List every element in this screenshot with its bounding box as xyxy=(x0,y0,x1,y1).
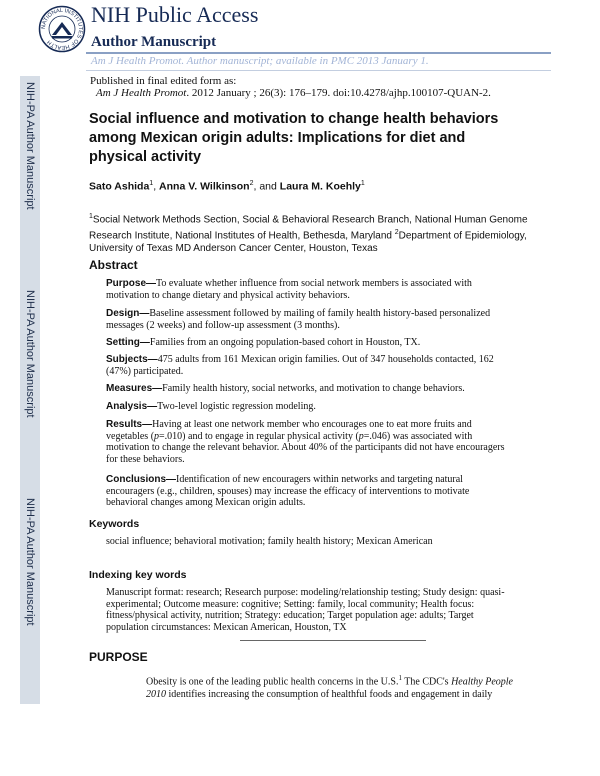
author-separator: , and xyxy=(253,180,280,193)
author-list xyxy=(89,180,365,193)
abstract-text: 475 adults from 161 Mexican origin families. Out of 347 households contacted, 162 (47%) participated. xyxy=(106,354,494,377)
affil-text: Social Network Methods Section, Social & Behavioral Research Branch, National Human Genome Research Institute, National Institutes of Health, Bethesda, Maryland xyxy=(89,214,528,242)
body-text: Obesity is one of the leading public health concerns in the U.S. xyxy=(146,676,399,688)
abstract-analysis xyxy=(106,401,511,413)
body-italic: Healthy People 2010 xyxy=(146,676,513,700)
header-journal-line: Am J Health Promot. Author manuscript; available in PMC 2013 January 1. xyxy=(91,55,429,67)
abstract-design xyxy=(106,308,511,331)
article-title: Social influence and motivation to change health behaviors among Mexican origin adults: Implications for diet and physical activity xyxy=(89,111,499,165)
abstract-heading: Abstract xyxy=(89,258,138,272)
abstract-results xyxy=(106,419,511,465)
abstract-label: Measures— xyxy=(106,383,163,394)
affil-sup: 1 xyxy=(89,213,93,220)
abstract-text: =.046) was associated with motivation to change the relevant behavior. About 40% of the participants did not have encouragers for these behaviors. xyxy=(106,430,505,465)
sidebar-label: NIH-PA Author Manuscript xyxy=(24,290,36,418)
sidebar-label: NIH-PA Author Manuscript xyxy=(24,498,36,626)
abstract-label: Subjects— xyxy=(106,354,158,365)
abstract-label: Conclusions— xyxy=(106,474,177,485)
author-name: Anna V. Wilkinson xyxy=(159,180,250,193)
abstract-label: Results— xyxy=(106,419,153,430)
affil-text: Department of Epidemiology, University of Texas MD Anderson Cancer Center, Houston, Texas xyxy=(89,230,527,254)
abstract-setting xyxy=(106,337,511,349)
header-title: NIH Public Access xyxy=(91,2,259,27)
abstract-text: Family health history, social networks, and motivation to change behaviors. xyxy=(162,383,465,394)
author-name: Sato Ashida xyxy=(89,180,150,193)
abstract-text: Identification of new encouragers within networks and targeting natural encouragers (e.g., children, spouses) may increase the efficacy of interventions to motivate behavioral changes among Mexican origin adults. xyxy=(106,474,470,508)
header-rule xyxy=(86,52,551,54)
citation-details: . 2012 January ; 26(3): 176–179. doi:10.4278/ajhp.100107-QUAN-2. xyxy=(186,87,491,99)
indexing-heading: Indexing key words xyxy=(89,569,187,581)
author-separator: , xyxy=(153,180,160,193)
reference-sup: 1 xyxy=(398,674,402,682)
citation-journal: Am J Health Promot xyxy=(96,87,187,99)
abstract-text: To evaluate whether influence from social network members is associated with motivation to change dietary and physical activity behaviors. xyxy=(106,278,472,301)
abstract-measures xyxy=(106,383,511,395)
abstract-text: Families from an ongoing population-based cohort in Houston, TX. xyxy=(149,337,421,348)
published-label: Published in final edited form as: xyxy=(90,75,237,87)
body-text: The CDC's xyxy=(401,676,452,688)
nih-seal-logo xyxy=(38,5,86,53)
keywords-heading: Keywords xyxy=(89,518,140,530)
seal-ring-text: NATIONAL INSTITUTES OF HEALTH xyxy=(40,7,84,51)
section-divider xyxy=(240,640,426,641)
citation xyxy=(96,87,491,99)
p-value-symbol: p xyxy=(358,430,364,442)
abstract-label: Purpose— xyxy=(106,278,157,289)
abstract-label: Analysis— xyxy=(106,401,158,412)
affil-sup: 2 xyxy=(394,228,399,236)
abstract-subjects xyxy=(106,354,511,377)
abstract-text: Having at least one network member who encourages one to eat more fruits and vegetables ( xyxy=(106,419,472,442)
keywords-text: social influence; behavioral motivation; family health history; Mexican American xyxy=(106,536,433,547)
sidebar-label: NIH-PA Author Manuscript xyxy=(24,82,36,210)
abstract-text: =.010) and to engage in regular physical activity ( xyxy=(159,430,359,442)
header-subtitle: Author Manuscript xyxy=(91,34,217,50)
abstract-text: Two-level logistic regression modeling. xyxy=(157,401,316,412)
abstract-label: Design— xyxy=(106,308,150,319)
abstract-conclusions xyxy=(106,474,511,509)
p-value-symbol: p xyxy=(154,430,160,442)
indexing-text: Manuscript format: research; Research purpose: modeling/relationship testing; Study design: quasi-experimental; Outcome measure: cognitive; Setting: family, local community; Health focus: fitness/physical activity, nutrition; Strategy: education; Target population age: adults; Target population circumstances: Mexican American, Houston, TX xyxy=(106,587,505,633)
purpose-heading: PURPOSE xyxy=(89,650,148,664)
abstract-text: Baseline assessment followed by mailing of family health history-based personalized messages (2 weeks) and follow-up assessment (3 months). xyxy=(106,308,491,331)
author-affil-sup: 2 xyxy=(249,180,254,187)
purpose-body xyxy=(146,672,526,701)
author-affil-sup: 1 xyxy=(360,180,365,187)
abstract-purpose xyxy=(106,278,511,301)
affiliations xyxy=(89,211,529,255)
abstract-label: Setting— xyxy=(106,337,150,348)
author-name: Laura M. Koehly xyxy=(279,180,361,193)
header-rule-thin xyxy=(86,70,551,71)
author-affil-sup: 1 xyxy=(149,180,154,187)
body-text: identifies increasing the consumption of healthful foods and engagement in daily xyxy=(166,688,493,700)
